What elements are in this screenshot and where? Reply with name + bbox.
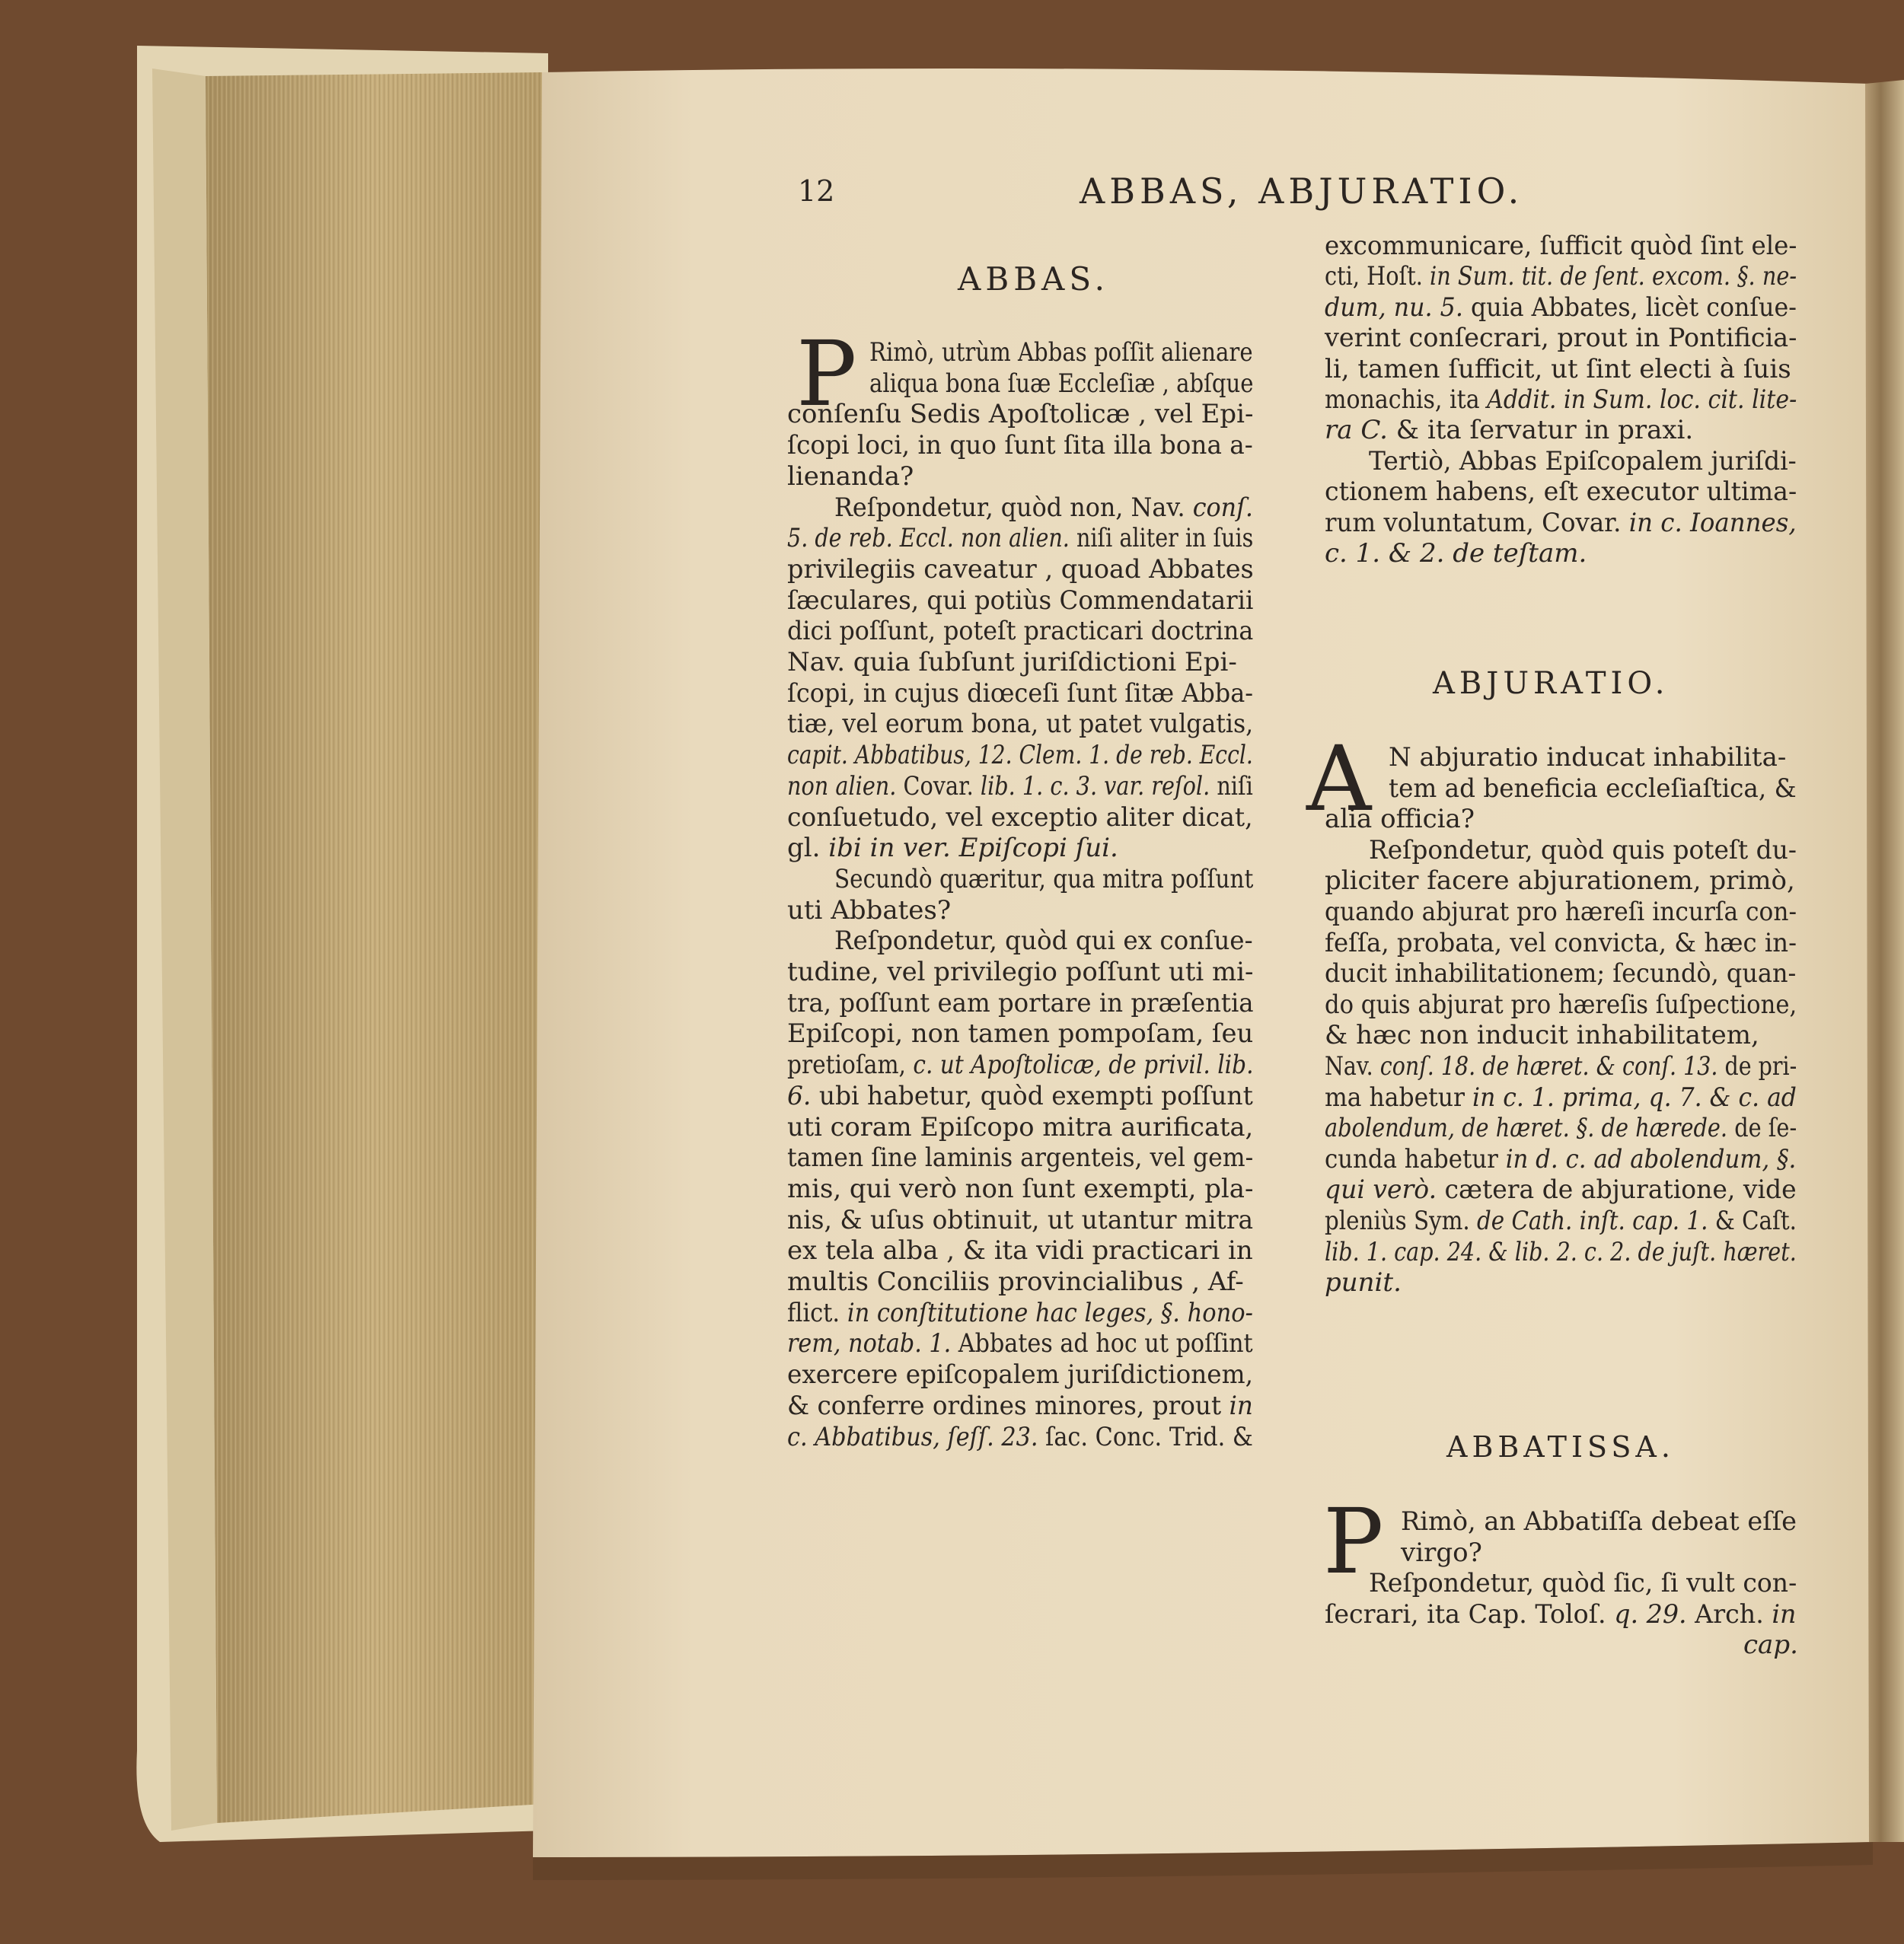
text-line: dum, nu. 5. quia Abbates, licèt conſue- [1325, 292, 1797, 323]
text-line: dici poſſunt, poteſt practicari doctrina [787, 616, 1254, 647]
text-line: tudine, vel privilegio poſſunt uti mi- [787, 957, 1254, 987]
text-line: uti coram Epiſcopo mitra aurificata, [787, 1111, 1254, 1142]
text-line: rum voluntatum, Covar. in c. Ioannes, [1325, 507, 1797, 538]
drop-cap-a: A [1306, 726, 1372, 831]
text-line: exercere epiſcopalem juriſdictionem, [787, 1359, 1254, 1391]
text-line: Reſpondetur, quòd non, Nav. conſ. [834, 492, 1253, 523]
text-line: li, tamen ſufficit, ut ſint electi à ſuis [1325, 353, 1791, 384]
text-line: cunda habetur in d. c. ad abolendum, §. [1325, 1143, 1797, 1174]
text-line: 6. ubi habetur, quòd exempti poſſunt [787, 1080, 1253, 1111]
text-line: feſſa, probata, vel convicta, & hæc in- [1325, 927, 1797, 958]
text-line: aliqua bona ſuæ Eccleſiæ , abſque [869, 368, 1254, 399]
text-line: mis, qui verò non ſunt exempti, pla- [787, 1173, 1254, 1204]
drop-cap-p-abbatissa: P [1323, 1489, 1384, 1594]
text-line: pleniùs Sym. de Cath. inſt. cap. 1. & Caſt. [1325, 1206, 1797, 1236]
text-line: Rimò, an Abbatiſſa debeat eſſe [1401, 1506, 1797, 1537]
text-line: lib. 1. cap. 24. & lib. 2. c. 2. de juſt. hæret. [1325, 1236, 1797, 1267]
text-line: Rimò, utrùm Abbas poſſit alienare [869, 337, 1253, 368]
text-line: Secundò quæritur, qua mitra poſſunt [834, 863, 1254, 894]
text-line: tem ad beneficia eccleſiaſtica, & [1389, 773, 1797, 804]
text-line: Nav. conſ. 18. de hæret. & conſ. 13. de pri- [1325, 1051, 1797, 1082]
text-line: pliciter facere abjurationem, primò, [1325, 865, 1795, 897]
running-head: ABBAS, ABJURATIO. [1080, 170, 1524, 212]
text-line: cti, Hoſt. in Sum. tit. de ſent. excom. §. ne- [1325, 261, 1797, 292]
text-line: quando abjurat pro hæreſi incurſa con- [1325, 897, 1797, 927]
text-line: & hæc non inducit inhabilitatem, [1325, 1020, 1759, 1051]
text-line: ex tela alba , & ita vidi practicari in [787, 1235, 1253, 1267]
text-line: Tertiò, Abbas Epiſcopalem juriſdi- [1369, 445, 1797, 476]
text-line: gl. ibi in ver. Epiſcopi ſui. [787, 833, 1118, 864]
text-line: Reſpondetur, quòd qui ex conſue- [834, 926, 1253, 957]
text-line: Reſpondetur, quòd ſic, ſi vult con- [1369, 1568, 1797, 1599]
text-line: conſenſu Sedis Apoſtolicæ , vel Epi- [787, 399, 1254, 430]
text-line: & conferre ordines minores, prout in [787, 1390, 1253, 1421]
text-line: abolendum, de hæret. §. de hærede. de ſe- [1325, 1113, 1797, 1144]
text-line: ſæculares, qui potiùs Commendatarii [787, 585, 1254, 616]
text-line: virgo? [1401, 1537, 1482, 1568]
text-line: cap. [1743, 1630, 1798, 1661]
text-line: alia officia? [1325, 804, 1475, 835]
text-line: flict. in conſtitutione hac leges, §. hono- [787, 1297, 1253, 1328]
text-line: non alien. Covar. lib. 1. c. 3. var. reſol. niſi [787, 770, 1253, 802]
text-line: lienanda? [787, 461, 914, 492]
text-line: N abjuratio inducat inhabilita- [1389, 742, 1787, 773]
text-line: capit. Abbatibus, 12. Clem. 1. de reb. Eccl. [787, 740, 1253, 771]
text-line: Reſpondetur, quòd quis poteſt du- [1369, 834, 1797, 865]
section-heading-abjuratio: ABJURATIO. [1433, 666, 1670, 701]
text-line: qui verò. cætera de abjuratione, vide [1325, 1174, 1797, 1206]
text-line: excommunicare, ſufficit quòd ſint ele- [1325, 231, 1797, 261]
text-line: monachis, ita Addit. in Sum. loc. cit. lite- [1325, 384, 1797, 415]
text-line: ma habetur in c. 1. prima, q. 7. & c. ad [1325, 1082, 1797, 1113]
text-line: ſcopi, in cujus diœceſi ſunt ſitæ Abba- [787, 677, 1254, 709]
text-line: conſuetudo, vel exceptio aliter dicat, [787, 802, 1253, 833]
drop-cap-p: P [796, 321, 857, 426]
text-line: Epiſcopi, non tamen pompoſam, ſeu [787, 1018, 1254, 1050]
text-line: verint conſecrari, prout in Pontificia- [1325, 323, 1797, 354]
text-line: tamen ſine laminis argenteis, vel gem- [787, 1142, 1254, 1174]
text-line: ducit inhabilitationem; ſecundò, quan- [1325, 958, 1797, 990]
text-line: ſecrari, ita Cap. Toloſ. q. 29. Arch. in [1325, 1598, 1797, 1630]
text-line: ra C. & ita ſervatur in praxi. [1325, 415, 1694, 446]
text-line: c. Abbatibus, ſeſſ. 23. ſac. Conc. Trid. & [787, 1421, 1253, 1452]
text-line: 5. de reb. Eccl. non alien. niſi aliter in ſuis [787, 523, 1254, 554]
section-heading-abbatissa: ABBATISSA. [1446, 1430, 1675, 1464]
text-line: rem, notab. 1. Abbates ad hoc ut poſſint [787, 1328, 1253, 1359]
text-line: ctionem habens, eſt executor ultima- [1325, 476, 1797, 508]
text-line: nis, & uſus obtinuit, ut utantur mitra [787, 1204, 1254, 1235]
text-line: do quis abjurat pro hæreſis ſuſpectione, [1325, 989, 1797, 1020]
text-line: c. 1. & 2. de teſtam. [1325, 538, 1587, 569]
text-line: ſcopi loci, in quo ſunt ſita illa bona a- [787, 430, 1253, 461]
text-line: Nav. quia ſubſunt juriſdictioni Epi- [787, 647, 1237, 677]
text-line: tra, poſſunt eam portare in præſentia [787, 987, 1254, 1018]
text-line: privilegiis caveatur , quoad Abbates [787, 553, 1254, 585]
section-heading-abbas: ABBAS. [958, 260, 1110, 298]
text-line: multis Conciliis provincialibus , Af- [787, 1267, 1244, 1297]
text-line: tiæ, vel eorum bona, ut patet vulgatis, [787, 709, 1254, 740]
text-line: pretioſam, c. ut Apoſtolicæ, de privil. lib. [787, 1050, 1254, 1081]
page-number: 12 [798, 174, 835, 208]
text-line: uti Abbates? [787, 894, 952, 926]
text-line: punit. [1325, 1267, 1402, 1299]
